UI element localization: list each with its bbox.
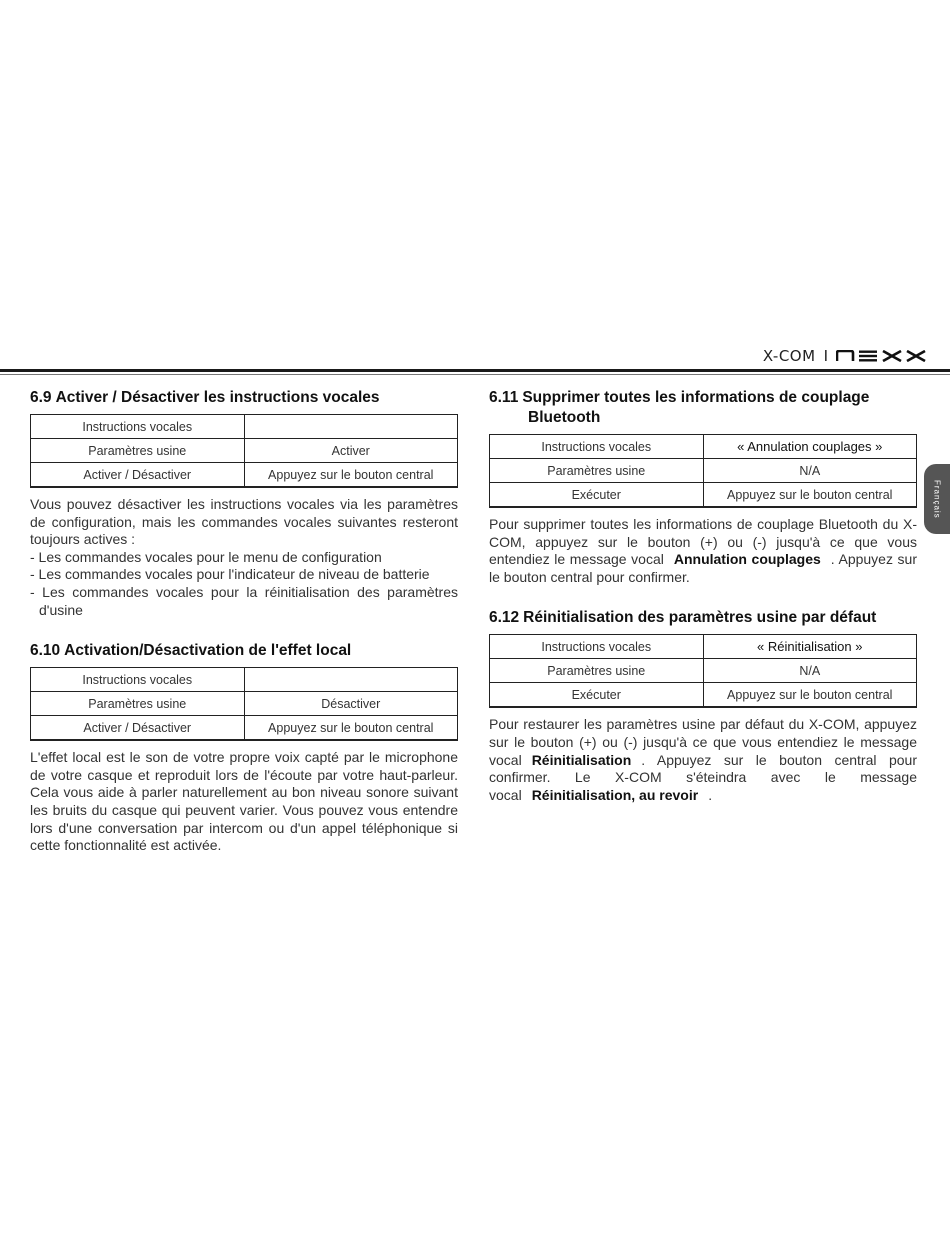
table-cell: Paramètres usine xyxy=(31,439,245,463)
table-cell: Instructions vocales xyxy=(31,415,245,439)
header-separator: I xyxy=(823,347,828,365)
table-cell: Appuyez sur le bouton central xyxy=(703,683,917,708)
table-row xyxy=(31,463,458,488)
table-row xyxy=(31,439,458,463)
table-cell: Appuyez sur le bouton central xyxy=(244,716,458,741)
table-cell: Appuyez sur le bouton central xyxy=(244,463,458,488)
section-6-12-text xyxy=(489,716,917,804)
list-item: - Les commandes vocales pour le menu de configuration xyxy=(30,548,382,565)
table-row xyxy=(490,483,917,508)
paragraph-text: Pour restaurer les paramètres usine par défaut du X-COM, appuyez sur le bouton (+) ou (-) jusqu'à ce que vous entendiez le message vocal xyxy=(489,716,917,768)
section-6-10-heading xyxy=(30,641,458,661)
section-6-10 xyxy=(30,641,458,855)
section-6-9 xyxy=(30,388,458,619)
settings-table-6-11 xyxy=(489,434,917,508)
paragraph-text: . Appuyez sur le bouton central pour confirmer. Le X-COM s'éteindra avec le message vocal xyxy=(489,751,917,803)
nexx-logo xyxy=(836,350,928,362)
table-cell: Exécuter xyxy=(490,683,704,708)
voice-message: Réinitialisation xyxy=(531,751,632,768)
page-header-brand xyxy=(763,347,928,365)
table-cell: Instructions vocales xyxy=(490,435,704,459)
section-6-11-heading xyxy=(489,388,917,428)
table-cell: Exécuter xyxy=(490,483,704,508)
list-item: - Les commandes vocales pour la réinitialisation des paramètres d'usine xyxy=(30,583,458,618)
table-row xyxy=(31,692,458,716)
table-cell xyxy=(244,415,458,439)
table-cell: Désactiver xyxy=(244,692,458,716)
section-6-10-text: L'effet local est le son de votre propre voix capté par le microphone de votre casque et reproduit lors de l'écoute par votre haut-parleur. Cela vous aide à parler naturellement au bon niveau sonore suivant les bruits du casque qui peuvent varier. Vous pouvez vous entendre lors d'une conversation par intercom ou d'un appel téléphonique si cette fonctionnalité est activée. xyxy=(30,749,458,854)
right-column xyxy=(489,388,917,804)
section-6-11-text xyxy=(489,516,917,586)
table-row xyxy=(31,716,458,741)
settings-table-6-12 xyxy=(489,634,917,708)
table-cell: Paramètres usine xyxy=(31,692,245,716)
table-cell: Activer / Désactiver xyxy=(31,463,245,488)
section-spacer xyxy=(30,619,458,641)
table-cell: N/A xyxy=(703,459,917,483)
table-cell: Activer xyxy=(244,439,458,463)
paragraph-text: . xyxy=(708,786,713,803)
voice-message: Annulation couplages xyxy=(673,551,821,568)
section-title: Activation/Désactivation de l'effet local xyxy=(64,642,352,660)
paragraph-text: Pour supprimer toutes les informations de couplage Bluetooth du X-COM, appuyez sur le bouton (+) ou (-) jusqu'à ce que vous entendiez le message vocal xyxy=(489,516,917,568)
table-cell: Activer / Désactiver xyxy=(31,716,245,741)
table-row xyxy=(31,668,458,692)
table-cell: Instructions vocales xyxy=(31,668,245,692)
table-cell: Instructions vocales xyxy=(490,635,704,659)
product-name: X-COM xyxy=(762,347,816,365)
voice-command-list xyxy=(30,549,458,619)
table-row xyxy=(490,659,917,683)
table-cell: « Réinitialisation » xyxy=(703,635,917,659)
section-title: Supprimer toutes les informations de couplage xyxy=(522,389,870,406)
section-title-continued: Bluetooth xyxy=(528,409,601,426)
table-row xyxy=(490,459,917,483)
section-title: Activer / Désactiver les instructions vocales xyxy=(55,389,380,406)
table-cell: Paramètres usine xyxy=(490,659,704,683)
section-number: 6.10 xyxy=(30,642,61,660)
section-number: 6.11 xyxy=(489,389,519,406)
settings-table-6-9 xyxy=(30,414,458,488)
table-cell: « Annulation couplages » xyxy=(703,435,917,459)
section-title: Réinitialisation des paramètres usine par défaut xyxy=(523,609,877,627)
table-row xyxy=(490,683,917,708)
section-spacer xyxy=(489,586,917,608)
section-6-12-heading xyxy=(489,608,917,628)
left-column xyxy=(30,388,458,855)
table-row xyxy=(31,415,458,439)
table-cell xyxy=(244,668,458,692)
table-cell: Appuyez sur le bouton central xyxy=(703,483,917,508)
header-rule-thin xyxy=(0,374,950,375)
paragraph-text: . Appuyez sur le bouton central pour confirmer. xyxy=(489,551,917,585)
list-item: - Les commandes vocales pour l'indicateur de niveau de batterie xyxy=(30,566,430,583)
section-number: 6.9 xyxy=(30,389,52,406)
table-row xyxy=(490,635,917,659)
settings-table-6-10 xyxy=(30,667,458,741)
section-6-9-intro: Vous pouvez désactiver les instructions vocales via les paramètres de configuration, mais les commandes vocales suivantes resteront toujours actives : xyxy=(30,496,458,548)
header-rule xyxy=(0,369,950,372)
section-6-12 xyxy=(489,608,917,804)
table-row xyxy=(490,435,917,459)
table-cell: N/A xyxy=(703,659,917,683)
table-cell: Paramètres usine xyxy=(490,459,704,483)
section-6-9-heading xyxy=(30,388,458,408)
voice-message: Réinitialisation, au revoir xyxy=(531,786,699,803)
language-side-tab xyxy=(924,464,950,534)
language-label: Français xyxy=(932,479,942,519)
section-6-11 xyxy=(489,388,917,586)
section-number: 6.12 xyxy=(489,609,520,627)
